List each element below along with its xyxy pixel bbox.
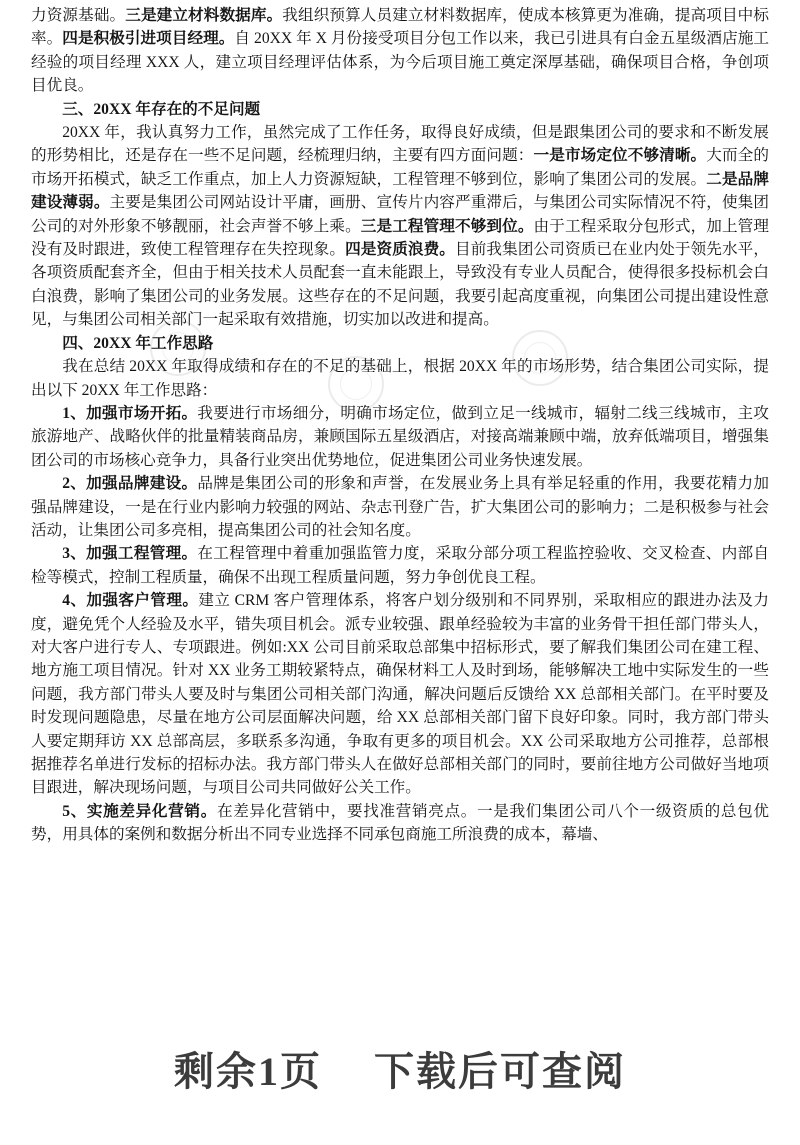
section-heading — [31, 332, 769, 355]
bold-run: 一是市场定位不够清晰。 — [533, 147, 707, 165]
remaining-pages-text: 剩余1页 — [174, 1049, 322, 1094]
text-run: 目前我集团公司资质已在业内处于领先水平，各项资质配套齐全，但由于相关技术人员配套一直未能跟上，导致没有专业人员配合，使得很多投标机会白白浪费，影响了集团公司的业务发展。这些存在的不足问题，我要引起高度重视，向集团公司提出建设性意见，与集团公司相关部门一起采取有效措施，切实加以改进和提高。 — [31, 241, 769, 329]
bold-run: 四、20XX 年工作思路 — [62, 334, 214, 352]
text-run: 品牌是集团公司的形象和声誉，在发展业务上具有举足轻重的作用，我要花精力加强品牌建设，一是在行业内影响力较强的网站、杂志刊登广告，扩大集团公司的影响力；二是积极参与社会活动，让集团公司多亮相，提高集团公司的社会知名度。 — [31, 475, 769, 539]
bold-run: 4、加强客户管理。 — [62, 592, 199, 610]
bold-run: 四是资质浪费。 — [345, 241, 456, 259]
bold-run: 3、加强工程管理。 — [62, 545, 198, 563]
bold-run: 四是积极引进项目经理。 — [62, 30, 235, 48]
bold-run: 5、实施差异化营销。 — [62, 802, 217, 820]
paragraph — [31, 4, 769, 98]
text-run: 力资源基础。 — [31, 7, 126, 24]
bold-run: 三是工程管理不够到位。 — [360, 217, 534, 235]
text-run: 主要是集团公司网站设计平庸，画册、宣传片内容严重滞后，与集团公司实际情况不符，使集团公司的对外形象不够靓丽，社会声誉不够上乘。 — [31, 194, 769, 235]
paragraph — [31, 402, 769, 472]
document-body — [31, 4, 769, 847]
text-run: 自 20XX 年 X 月份接受项目分包工作以来，我已引进具有白金五星级酒店施工经验的项目经理 XXX 人，建立项目经理评估体系，为今后项目施工奠定深厚基础，确保项目合格，争创项目优良。 — [31, 30, 769, 95]
text-run: 我要进行市场细分，明确市场定位，做到立足一线城市，辐射二线三线城市，主攻旅游地产、战略伙伴的批量精装商品房，兼顾国际五星级酒店，对接高端兼顾中端，放弃低端项目，增强集团公司的市场核心竞争力，具备行业突出优势地位，促进集团公司业务快速发展。 — [31, 404, 769, 469]
paragraph — [31, 542, 769, 589]
bold-run: 1、加强市场开拓。 — [62, 404, 198, 422]
remaining-pages-banner — [0, 1040, 800, 1097]
paragraph — [31, 800, 769, 847]
text-run: 大而全的市场开拓模式，缺乏工作重点，加上人力资源短缺，工程管理不够到位，影响了集团公司的发展。 — [31, 147, 769, 188]
bold-run: 2、加强品牌建设。 — [62, 475, 198, 493]
paragraph — [31, 121, 769, 332]
text-run: 建立 CRM 客户管理体系，将客户划分级别和不同界别，采取相应的跟进办法及力度，避免凭个人经验及水平，错失项目机会。派专业较强、跟单经验较为丰富的业务骨干担任部门带头人，对大客户进行专人、专项跟进。例如:XX 公司目前采取总部集中招标形式，要了解我们集团公司在建工程、地方施工项目情况。针对 XX 业务工期较紧特点，确保材料工人及时到场，能够解决工地中实际发生的一些问题，我方部门带头人要及时与集团公司相关部门沟通，解决问题后反馈给 XX 总部相关部门。在平时要及时发现问题隐患，尽量在地方公司层面解决问题，给 XX 总部相关部门留下良好印象。同时，我方部门带头人要定期拜访 XX 总部高层，多联系多沟通，争取有更多的项目机会。XX 公司采取地方公司推荐，总部根据推荐名单进行发标的招标办法。我方部门带头人在做好总部相关部门的同时，要前往地方公司做好当地项目跟进，解决现场问题，与项目公司共同做好公关工作。 — [31, 592, 769, 797]
bold-run: 三、20XX 年存在的不足问题 — [62, 100, 261, 118]
download-hint-text: 下载后可查阅 — [374, 1049, 626, 1094]
text-run: 由于工程采取分包形式，加上管理没有及时跟进，致使工程管理存在失控现象。 — [31, 217, 769, 259]
bold-run: 二是品牌建设薄弱。 — [31, 170, 769, 212]
text-run: 20XX 年，我认真努力工作，虽然完成了工作任务，取得良好成绩，但是跟集团公司的要求和不断发展的形势相比，还是存在一些不足问题，经梳理归纳，主要有四方面问题： — [31, 124, 769, 165]
text-run: 在工程管理中着重加强监管力度，采取分部分项工程监控验收、交叉检查、内部自检等模式，控制工程质量，确保不出现工程质量问题，努力争创优良工程。 — [31, 545, 769, 586]
text-run: 我在总结 20XX 年取得成绩和存在的不足的基础上，根据 20XX 年的市场形势，结合集团公司实际，提出以下 20XX 年工作思路： — [31, 358, 769, 399]
paragraph — [31, 589, 769, 800]
paragraph — [31, 472, 769, 542]
section-heading — [31, 98, 769, 121]
text-run: 在差异化营销中，要找准营销亮点。一是我们集团公司八个一级资质的总包优势，用具体的案例和数据分析出不同专业选择不同承包商施工所浪费的成本，幕墙、 — [31, 802, 769, 844]
text-run: 我组织预算人员建立材料数据库，使成本核算更为准确，提高项目中标率。 — [31, 7, 769, 48]
paragraph — [31, 355, 769, 402]
bold-run: 三是建立材料数据库。 — [125, 7, 283, 24]
